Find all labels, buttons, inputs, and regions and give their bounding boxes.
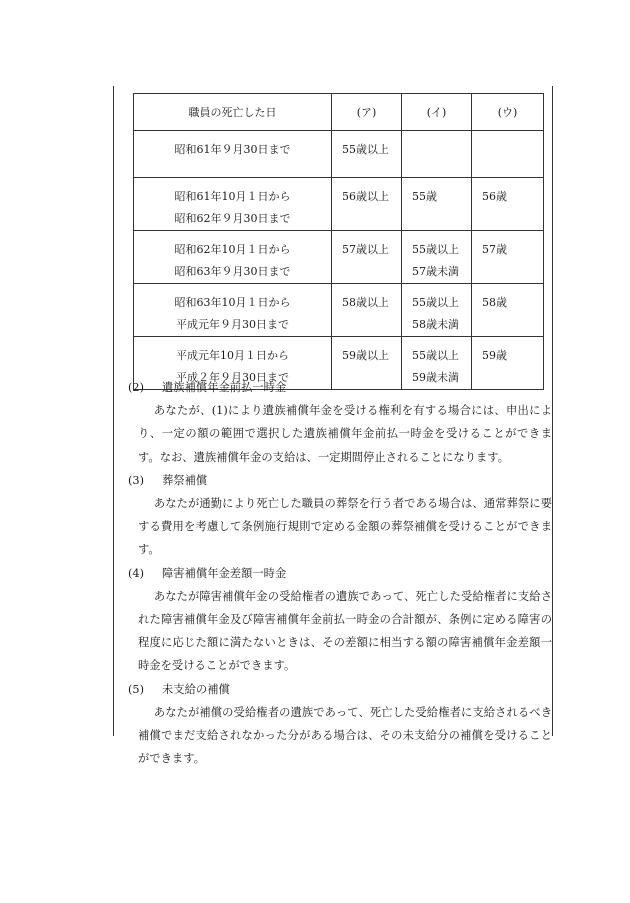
section-funeral-compensation xyxy=(124,469,552,562)
section-unpaid-compensation xyxy=(124,678,552,771)
u-cell: 56歳 xyxy=(472,178,544,231)
i-cell: 55歳 xyxy=(402,178,472,231)
page-border-left xyxy=(113,86,114,736)
date-cell: 昭和61年９月30日まで xyxy=(134,131,332,178)
date-cell: 昭和63年10月１日から 平成元年９月30日まで xyxy=(134,284,332,337)
a-cell: 55歳以上 xyxy=(332,131,402,178)
date-cell: 昭和61年10月１日から 昭和62年９月30日まで xyxy=(134,178,332,231)
section-body: あなたが通勤により死亡した職員の葬祭を行う者である場合は、通常葬祭に要する費用を考慮して条例施行規則で定める金額の葬祭補償を受けることができます。 xyxy=(138,497,552,557)
page-border-right xyxy=(552,86,553,736)
section-number: (2) xyxy=(128,381,145,394)
u-cell: 59歳 xyxy=(472,337,544,390)
section-title: 遺族補償年金前払一時金 xyxy=(162,381,287,394)
section-title: 障害補償年金差額一時金 xyxy=(162,566,287,580)
section-body: あなたが障害補償年金の受給権者の遺族であって、死亡した受給権者に支給された障害補償年金及び障害補償年金前払一時金の合計額が、条例に定める障害の程度に応じた額に満たないときは、その差額に相当する額の障害補償年金差額一時金を受けることができます。 xyxy=(138,589,552,673)
section-title: 未支給の補償 xyxy=(162,682,230,696)
header-a: (ア) xyxy=(332,94,402,131)
section-number: (3) xyxy=(128,473,145,487)
i-cell xyxy=(402,131,472,178)
section-body: あなたが、(1)により遺族補償年金を受ける権利を有する場合には、申出により、一定の額の範囲で選択した遺族補償年金前払一時金を受けることができます。なお、遺族補償年金の支給は、一定期間停止されることになります。 xyxy=(138,404,552,464)
a-cell: 59歳以上 xyxy=(332,337,402,390)
i-cell: 55歳以上 58歳未満 xyxy=(402,284,472,337)
section-heading xyxy=(124,562,552,585)
header-u: (ウ) xyxy=(472,94,544,131)
section-heading xyxy=(124,678,552,701)
section-number: (4) xyxy=(128,566,145,580)
table-row xyxy=(134,284,544,337)
compensation-sections xyxy=(124,376,552,770)
header-death-date: 職員の死亡した日 xyxy=(134,94,332,131)
section-heading xyxy=(124,376,552,399)
date-cell: 昭和62年10月１日から 昭和63年９月30日まで xyxy=(134,231,332,284)
section-disability-difference-lump-sum xyxy=(124,562,552,678)
section-lump-sum-advance xyxy=(124,376,552,469)
section-body: あなたが補償の受給権者の遺族であって、死亡した受給権者に支給されるべき補償でまだ支給されなかった分がある場合は、その未支給分の補償を受けることができます。 xyxy=(138,705,552,766)
a-cell: 57歳以上 xyxy=(332,231,402,284)
a-cell: 56歳以上 xyxy=(332,178,402,231)
table-row xyxy=(134,231,544,284)
age-requirement-table xyxy=(133,93,544,390)
i-cell: 55歳以上 59歳未満 xyxy=(402,337,472,390)
section-number: (5) xyxy=(128,682,145,696)
date-cell: 平成元年10月１日から 平成２年９月30日まで xyxy=(134,337,332,390)
u-cell xyxy=(472,131,544,178)
i-cell: 55歳以上 57歳未満 xyxy=(402,231,472,284)
section-heading xyxy=(124,469,552,492)
a-cell: 58歳以上 xyxy=(332,284,402,337)
table-row xyxy=(134,131,544,178)
u-cell: 58歳 xyxy=(472,284,544,337)
section-title: 葬祭補償 xyxy=(162,473,208,487)
table-header-row xyxy=(134,94,544,131)
u-cell: 57歳 xyxy=(472,231,544,284)
header-i: (イ) xyxy=(402,94,472,131)
table-row xyxy=(134,178,544,231)
